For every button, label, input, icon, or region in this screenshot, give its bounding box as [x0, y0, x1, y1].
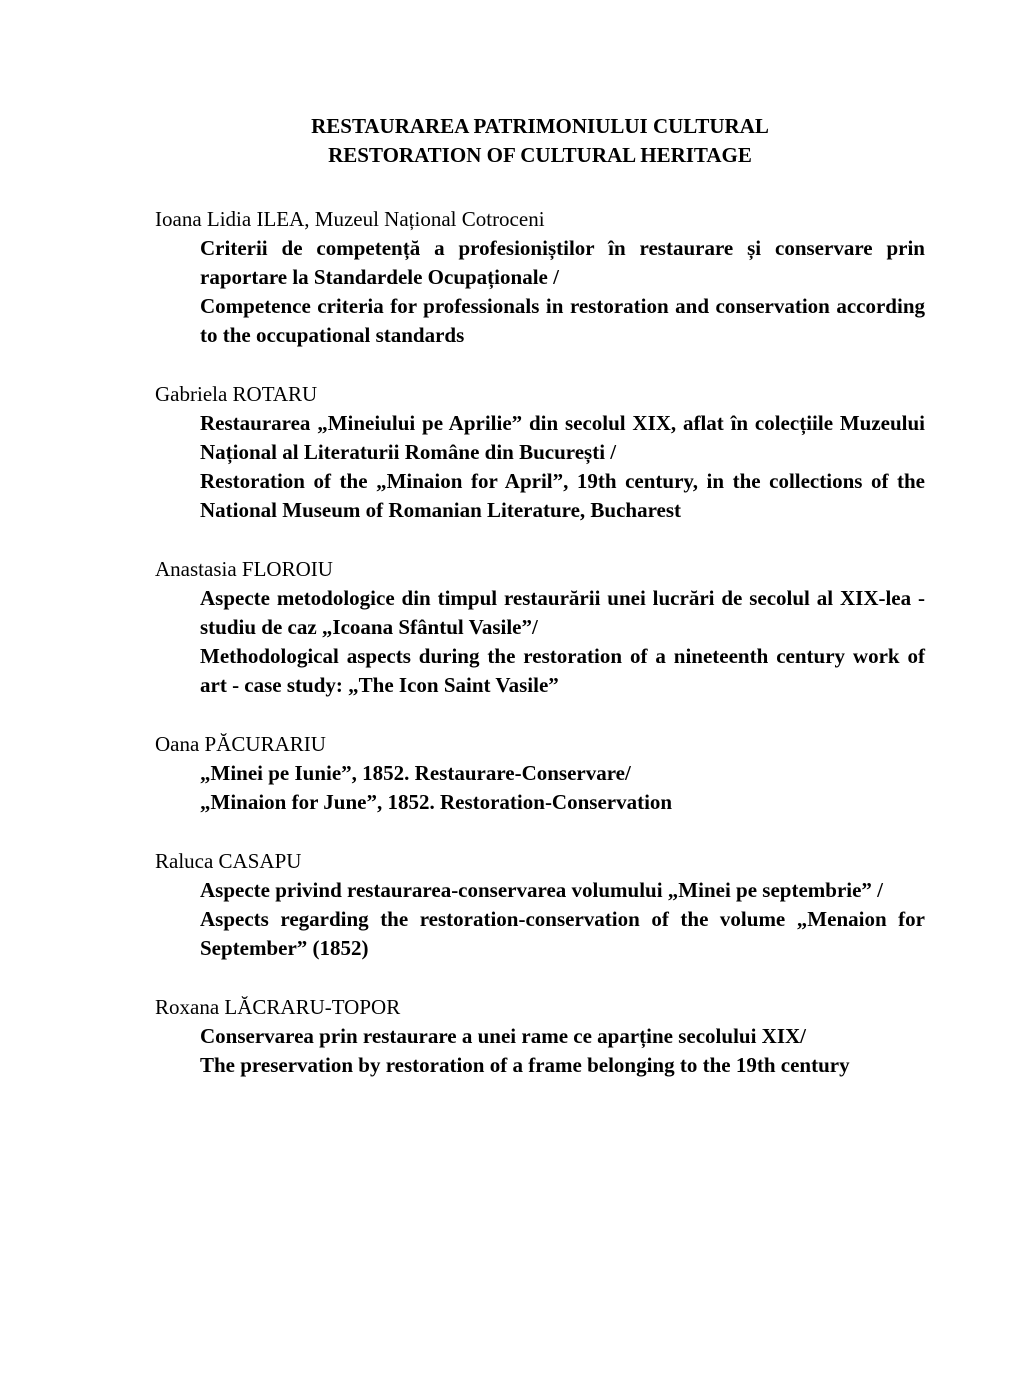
title-romanian: Criterii de competență a profesioniștilor în restaurare și conservare prin raportare la Standardele Ocupaționale /	[200, 236, 925, 289]
author-name: Ioana Lidia ILEA, Muzeul Național Cotroceni	[155, 207, 545, 231]
title-romanian: „Minei pe Iunie”, 1852. Restaurare-Conservare/	[200, 761, 631, 785]
entry	[155, 555, 925, 700]
heading-line-2: RESTORATION OF CULTURAL HERITAGE	[328, 143, 752, 167]
title-romanian: Restaurarea „Mineiului pe Aprilie” din secolul XIX, aflat în colecțiile Muzeului Național al Literaturii Române din București /	[200, 411, 925, 464]
author-name: Oana PĂCURARIU	[155, 732, 326, 756]
title-english: Competence criteria for professionals in restoration and conservation according to the occupational standards	[200, 294, 925, 347]
entry	[155, 205, 925, 350]
title-romanian: Aspecte metodologice din timpul restaurării unei lucrări de secolul al XIX-lea - studiu de caz „Icoana Sfântul Vasile”/	[200, 586, 925, 639]
title-english: The preservation by restoration of a frame belonging to the 19th century	[200, 1053, 850, 1077]
title-english: „Minaion for June”, 1852. Restoration-Conservation	[200, 790, 673, 814]
entry	[155, 847, 925, 963]
heading-line-1: RESTAURAREA PATRIMONIULUI CULTURAL	[311, 114, 769, 138]
author-name: Anastasia FLOROIU	[155, 557, 333, 581]
title-english: Methodological aspects during the restoration of a nineteenth century work of art - case study: „The Icon Saint Vasile”	[200, 644, 925, 697]
author-name: Raluca CASAPU	[155, 849, 302, 873]
entry	[155, 993, 925, 1080]
title-romanian: Aspecte privind restaurarea-conservarea volumului „Minei pe septembrie” /	[200, 878, 884, 902]
author-name: Roxana LĂCRARU-TOPOR	[155, 995, 401, 1019]
author-name: Gabriela ROTARU	[155, 382, 318, 406]
entry	[155, 380, 925, 525]
entry	[155, 730, 925, 817]
document-heading	[155, 112, 925, 170]
title-english: Aspects regarding the restoration-conservation of the volume „Menaion for September” (1852)	[200, 907, 925, 960]
title-romanian: Conservarea prin restaurare a unei rame ce aparține secolului XIX/	[200, 1024, 807, 1048]
title-english: Restoration of the „Minaion for April”, 19th century, in the collections of the National Museum of Romanian Literature, Bucharest	[200, 469, 925, 522]
